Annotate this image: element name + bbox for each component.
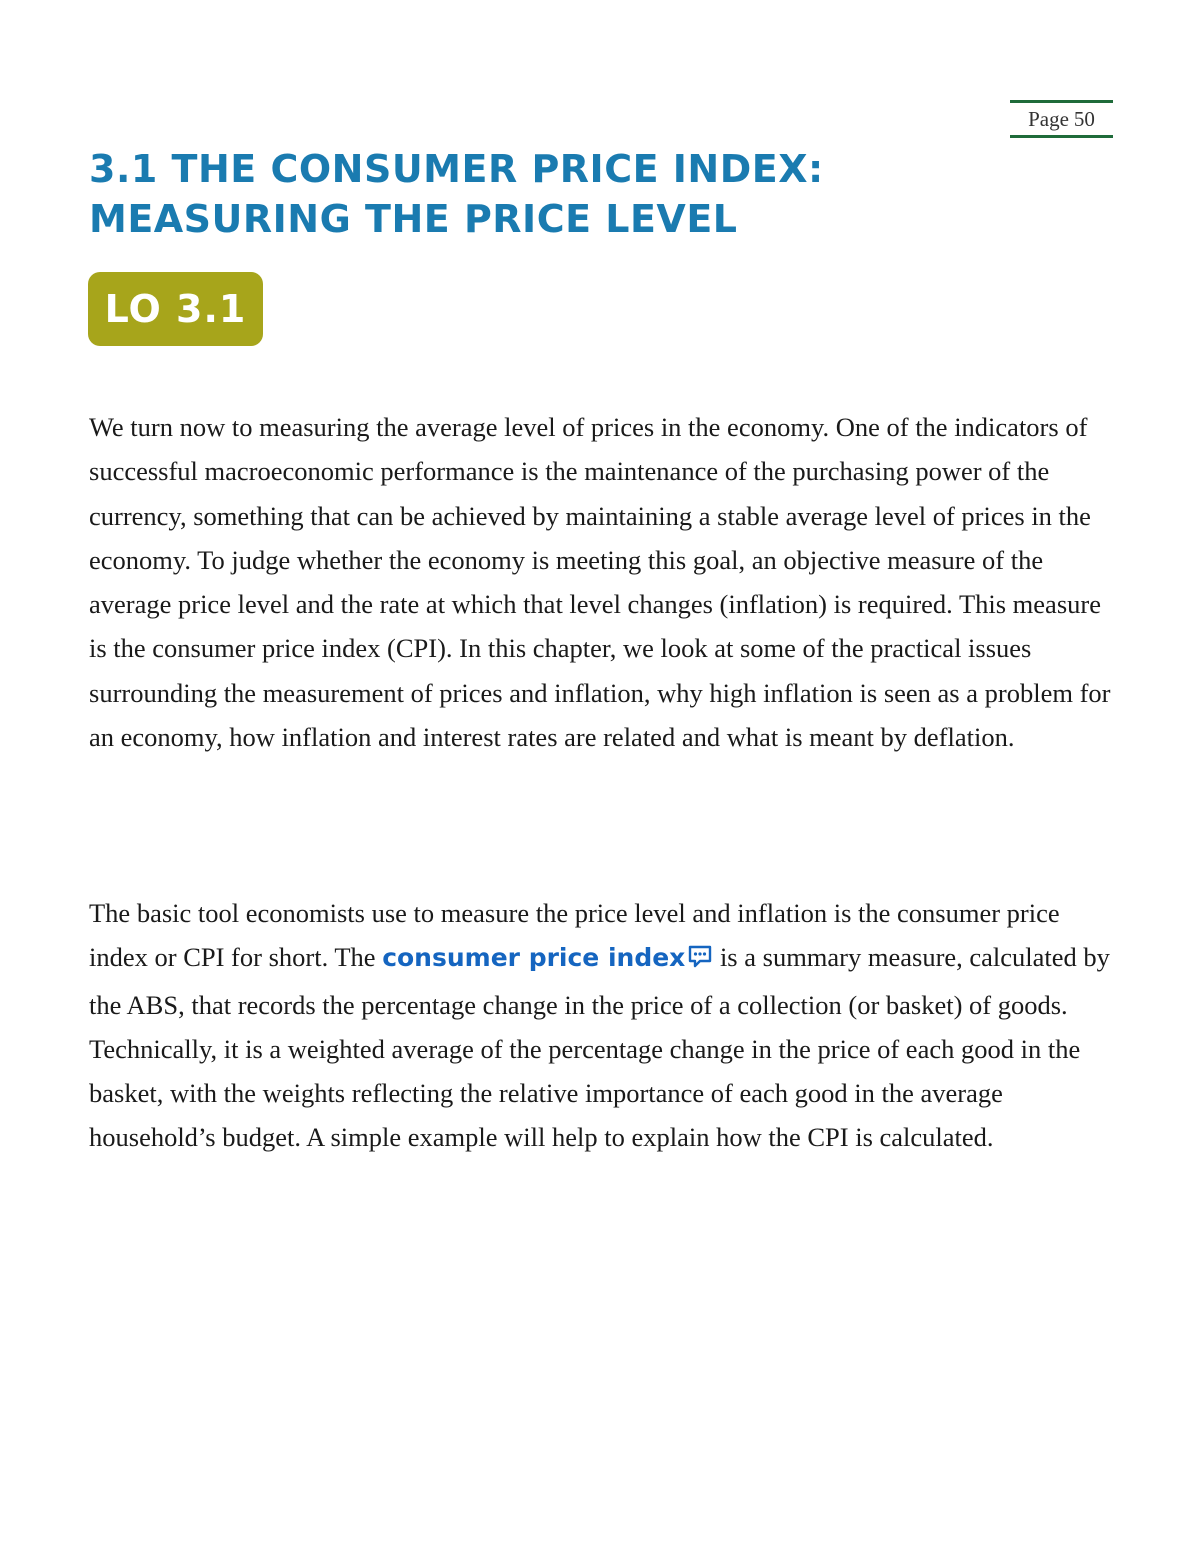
page-number-value: 50 bbox=[1073, 106, 1095, 131]
intro-paragraph: We turn now to measuring the average level of prices in the economy. One of the indicators of successful macroeconomic performance is the maintenance of the purchasing power of the currency, something that can be achieved by maintaining a stable average level of prices in the economy. To judge whether the economy is meeting this goal, an objective measure of the average price level and the rate at which that level changes (inflation) is required. This measure is the consumer price index (CPI). In this chapter, we look at some of the practical issues surrounding the measurement of prices and inflation, why high inflation is seen as a problem for an economy, how inflation and interest rates are related and what is meant by deflation. bbox=[89, 412, 1111, 753]
section-title-line-2: MEASURING THE PRICE LEVEL bbox=[89, 197, 738, 241]
keyterm-link[interactable]: consumer price index bbox=[382, 943, 686, 973]
speech-bubble-icon[interactable] bbox=[687, 938, 713, 982]
page-number bbox=[1010, 100, 1113, 138]
paragraph-text-before: The basic tool economists use to measure the price level and inflation is the consumer price index or CPI for short. The bbox=[89, 898, 1060, 973]
cpi-definition-paragraph bbox=[89, 891, 1119, 1160]
section-title bbox=[89, 144, 989, 244]
paragraph-text-after: is a summary measure, calculated by the ABS, that records the percentage change in the price of a collection (or basket) of goods. Technically, it is a weighted average of the percentage change in the price of each good in the basket, with the weights reflecting the relative importance of each good in the average household’s budget. A simple example will help to explain how the CPI is calculated. bbox=[89, 942, 1110, 1153]
section-title-line-1: 3.1 THE CONSUMER PRICE INDEX: bbox=[89, 147, 824, 191]
page-number-label: Page bbox=[1028, 106, 1069, 131]
learning-objective-badge: LO 3.1 bbox=[88, 272, 263, 346]
